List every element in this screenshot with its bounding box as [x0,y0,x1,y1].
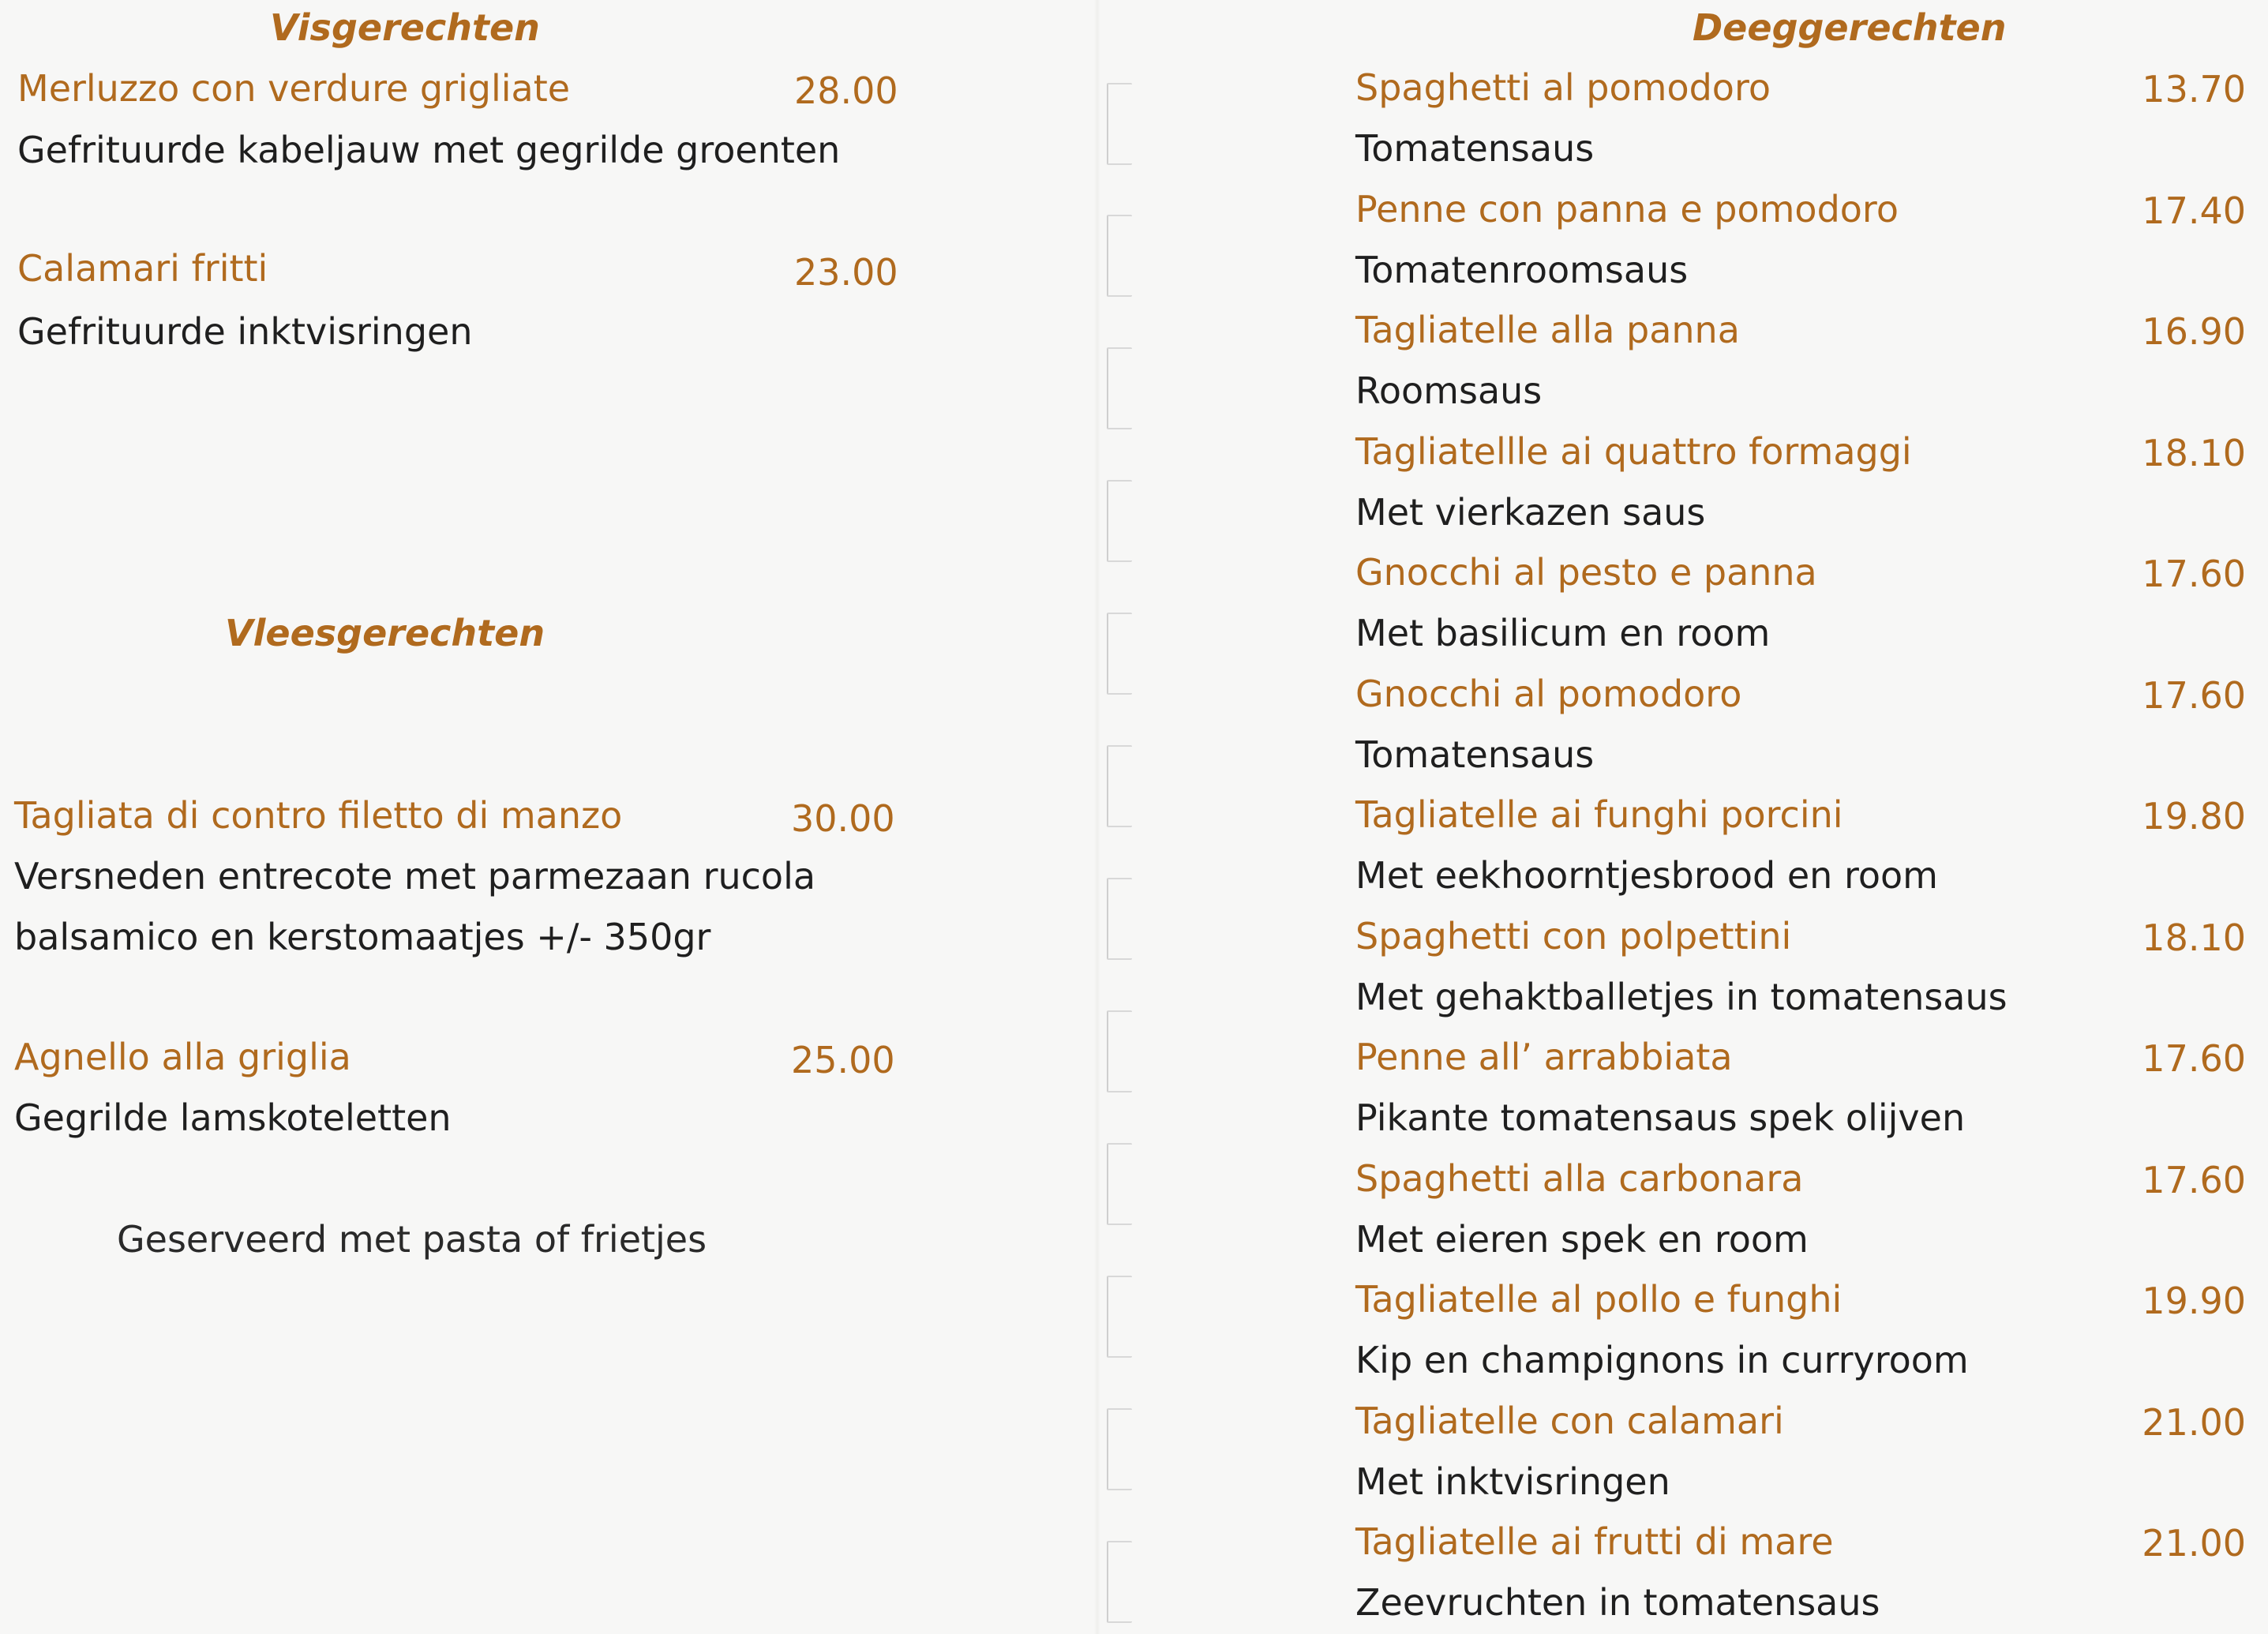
menu-item-price: 25.00 [791,1039,895,1081]
menu-item-name: Penne all’ arrabbiata [1355,1036,1733,1078]
menu-item-name: Spaghetti al pomodoro [1355,66,1771,109]
menu-item-description: Pikante tomatensaus spek olijven [1355,1096,1966,1139]
menu-item-description: Tomatensaus [1355,127,1595,170]
menu-item-price: 17.60 [2142,553,2246,595]
menu-item-description: Met eieren spek en room [1355,1217,1809,1261]
menu-item-description: Met vierkazen saus [1355,490,1706,534]
menu-item-description: Kip en champignons in curryroom [1355,1339,1969,1381]
menu-item-name: Agnello alla griglia [14,1036,351,1078]
menu-item-name: Gnocchi al pomodoro [1355,672,1742,715]
pasta-section-heading: Deeggerechten [1693,6,2007,49]
menu-item-price: 30.00 [791,797,895,840]
menu-item-price: 18.10 [2142,916,2246,959]
menu-item-name: Gnocchi al pesto e panna [1355,551,1817,594]
meat-section-heading: Vleesgerechten [225,612,545,654]
menu-item-description: Gegrilde lamskoteletten [14,1096,452,1139]
menu-item-name: Calamari fritti [17,247,268,290]
menu-item-price: 18.10 [2142,431,2246,474]
menu-item-name: Merluzzo con verdure grigliate [17,67,571,110]
menu-page-left [0,0,1097,1634]
fish-section-heading: Visgerechten [270,6,540,49]
menu-item-description: Tomatensaus [1355,733,1595,776]
menu-item-description-line2: balsamico en kerstomaatjes +/- 350gr [14,916,711,958]
menu-item-price: 21.00 [2142,1400,2246,1444]
menu-item-name: Tagliatelle ai funghi porcini [1355,793,1843,836]
menu-item-price: 19.80 [2142,795,2246,838]
menu-item-description: Met eekhoorntjesbrood en room [1355,854,1938,897]
menu-item-name: Tagliatellle ai quattro formaggi [1355,429,1912,473]
menu-item-description: Met basilicum en room [1355,612,1771,654]
menu-item-description: Zeevruchten in tomatensaus [1355,1581,1880,1624]
menu-item-name: Spaghetti alla carbonara [1355,1156,1804,1200]
menu-item-price: 19.90 [2142,1280,2246,1322]
menu-item-description: Met gehaktballetjes in tomatensaus [1355,975,2007,1018]
menu-item-price: 13.70 [2142,68,2246,111]
menu-item-price: 21.00 [2142,1522,2246,1565]
menu-item-description: Roomsaus [1355,369,1543,412]
menu-item-price: 17.60 [2142,1158,2246,1201]
menu-item-description: Met inktvisringen [1355,1460,1670,1503]
menu-item-name: Tagliatelle ai frutti di mare [1355,1520,1834,1563]
menu-item-description: Gefrituurde kabeljauw met gegrilde groenten [17,129,841,171]
menu-item-price: 17.60 [2142,1037,2246,1080]
menu-item-name: Penne con panna e pomodoro [1355,187,1899,230]
menu-item-price: 23.00 [794,251,898,294]
menu-item-name: Spaghetti con polpettini [1355,914,1792,958]
menu-item-name: Tagliata di contro filetto di manzo [14,794,623,837]
menu-item-price: 28.00 [794,69,898,112]
serving-note: Geserveerd met pasta of frietjes [117,1218,707,1261]
menu-item-name: Tagliatelle con calamari [1355,1399,1784,1442]
menu-item-name: Tagliatelle al pollo e funghi [1355,1278,1843,1321]
menu-item-price: 17.40 [2142,189,2246,232]
menu-item-name: Tagliatelle alla panna [1355,309,1740,351]
menu-item-price: 16.90 [2142,310,2246,353]
menu-item-description: Gefrituurde inktvisringen [17,310,473,353]
menu-item-description: Tomatenroomsaus [1355,248,1689,291]
menu-page-right [1097,0,2268,1634]
menu-item-description: Versneden entrecote met parmezaan rucola [14,855,816,898]
menu-item-price: 17.60 [2142,673,2246,717]
